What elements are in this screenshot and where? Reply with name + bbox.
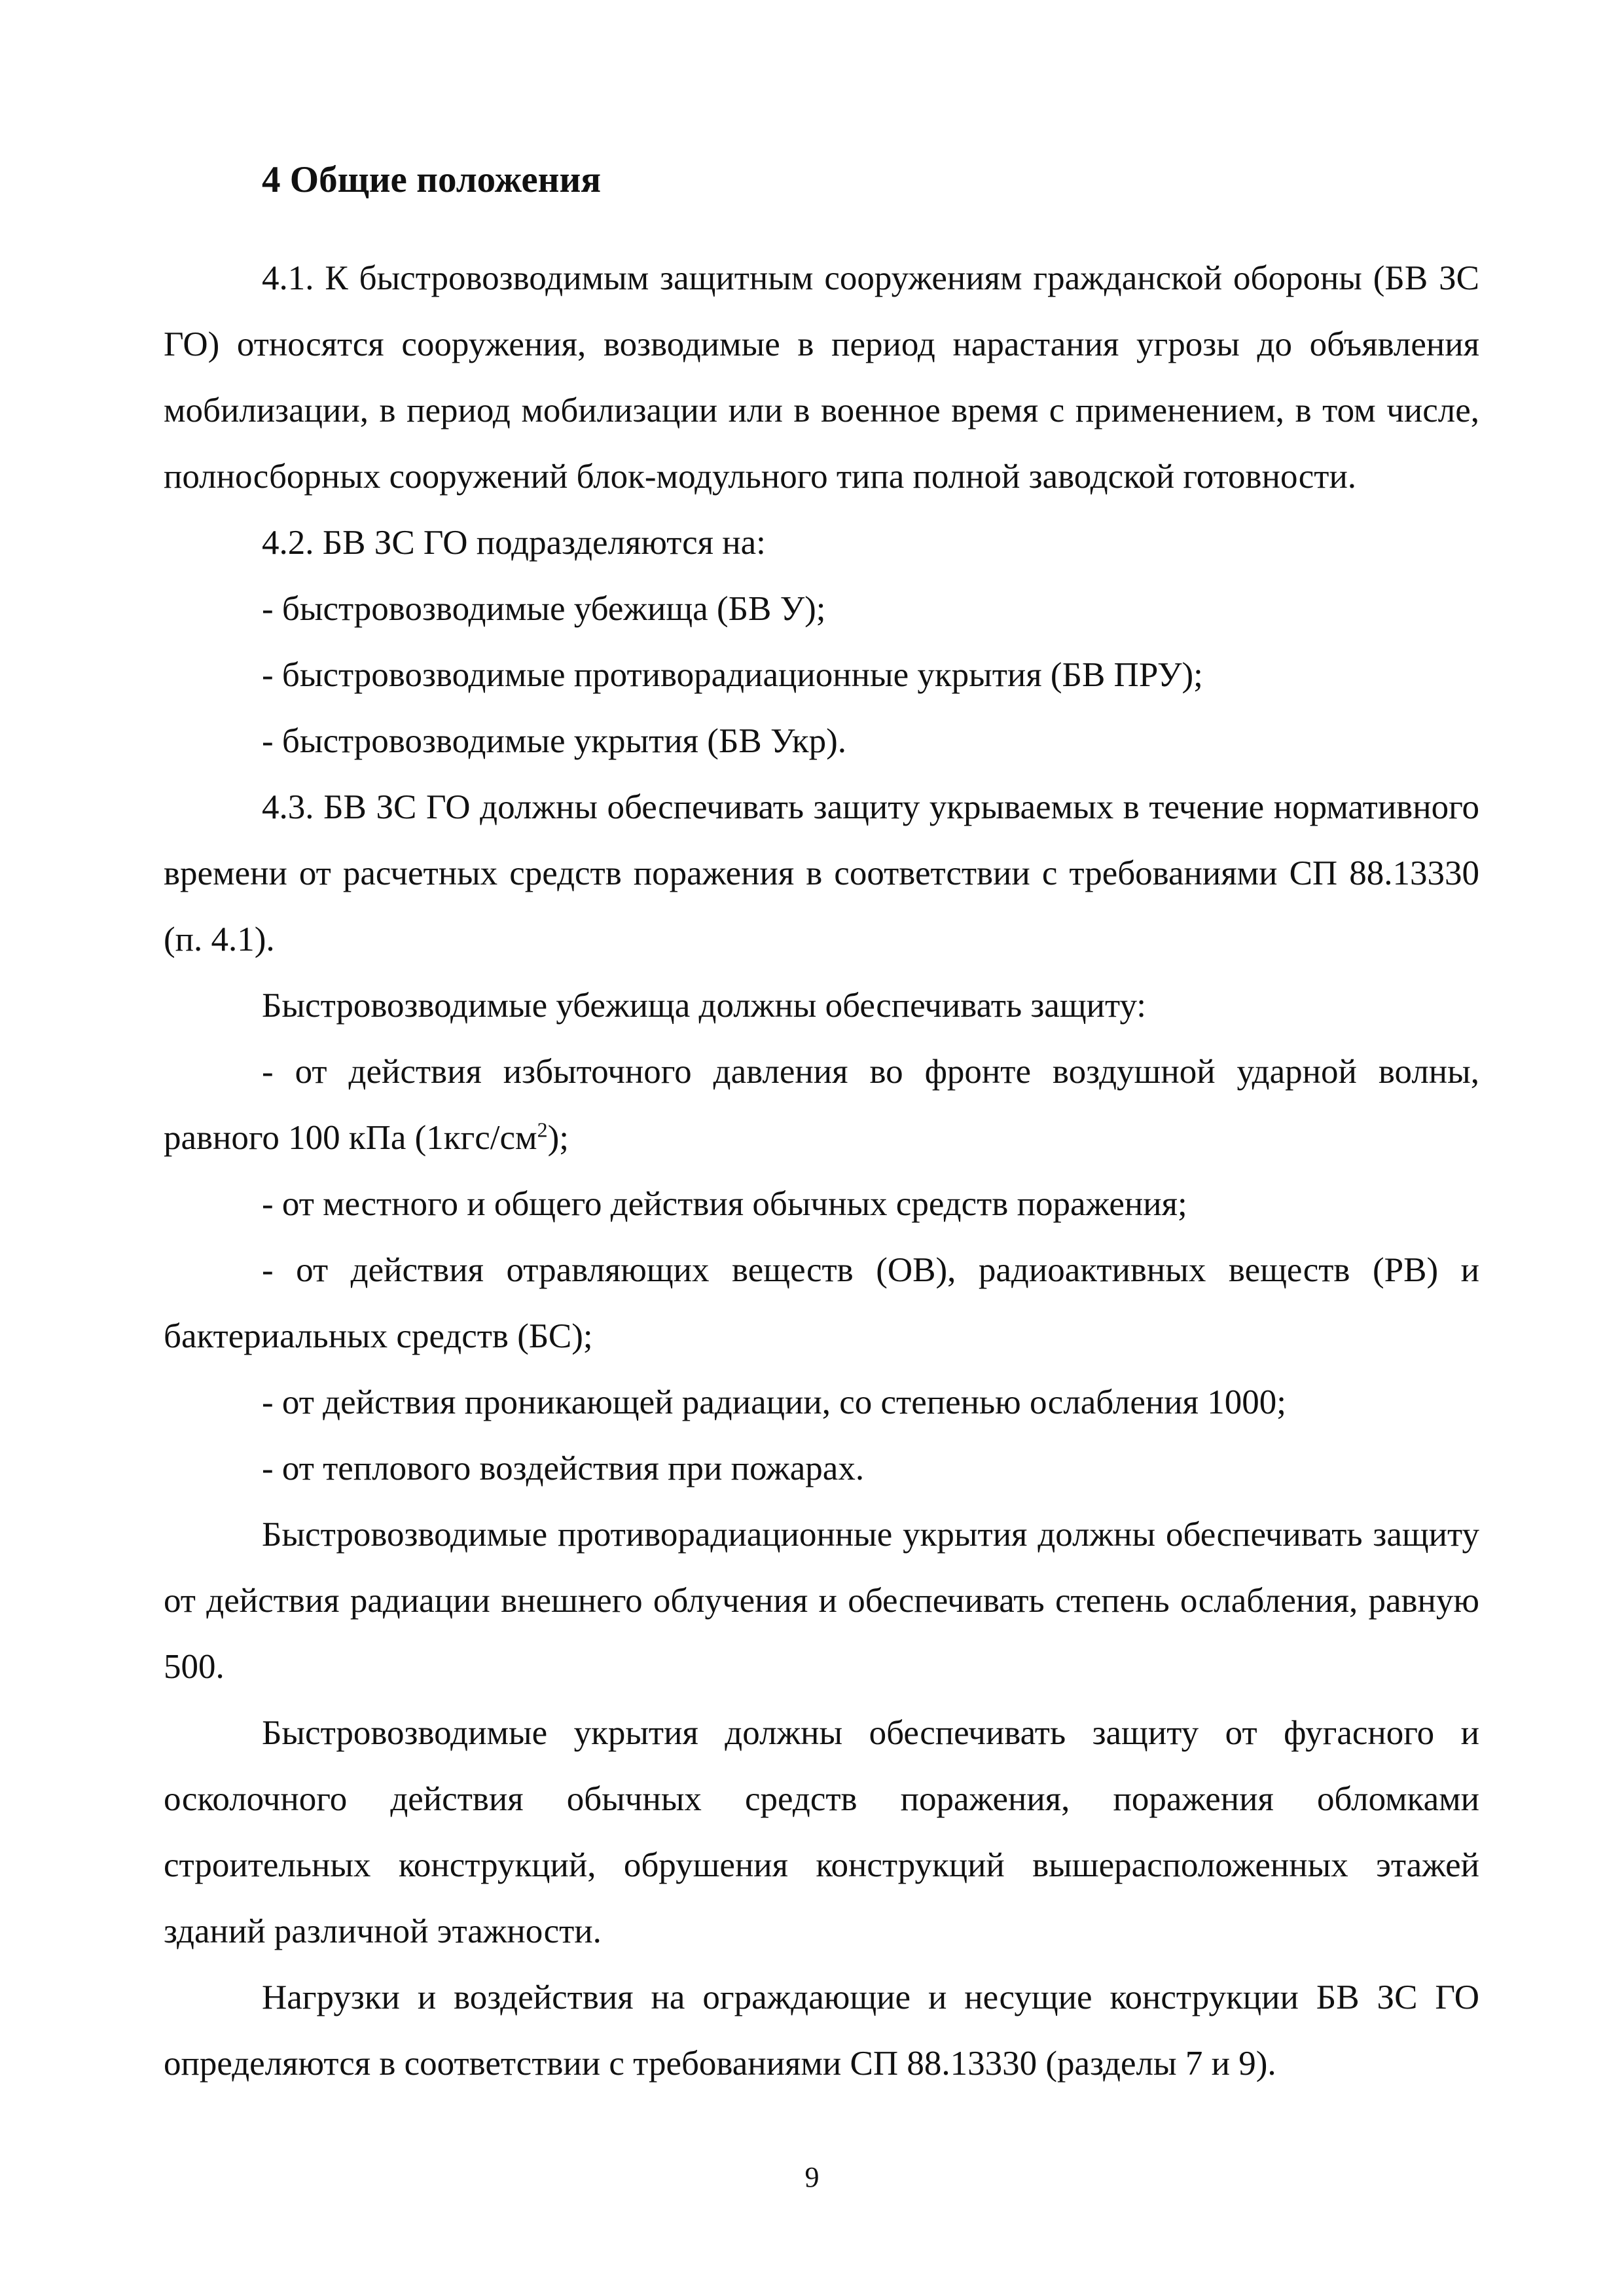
overpressure-text: - от действия избыточного давления во фронте воздушной ударной волны, равного 100 кПа (1кгс/см bbox=[164, 1053, 1479, 1157]
section-heading: 4 Общие положения bbox=[262, 159, 602, 200]
list-item-thermal: - от теплового воздействия при пожарах. bbox=[262, 1449, 865, 1487]
paragraph-shelters-intro: Быстровозводимые убежища должны обеспечивать защиту: bbox=[262, 987, 1146, 1025]
paragraph-pru: Быстровозводимые противорадиационные укрытия должны обеспечивать защиту от действия радиации внешнего облучения и обеспечивать степень ослабления, равную 500. bbox=[164, 1516, 1479, 1686]
list-item-bv-ukr: - быстровозводимые укрытия (БВ Укр). bbox=[262, 722, 847, 760]
superscript: 2 bbox=[537, 1118, 548, 1142]
paragraph-4-3: 4.3. БВ ЗС ГО должны обеспечивать защиту укрываемых в течение нормативного времени от расчетных средств поражения в соответствии с требованиями СП 88.13330 (п. 4.1). bbox=[164, 788, 1479, 958]
paragraph-ukr: Быстровозводимые укрытия должны обеспечивать защиту от фугасного и осколочного действия обычных средств поражения, поражения обломками строительных конструкций, обрушения конструкций вышерасположенных этажей зданий различной этажности. bbox=[164, 1714, 1479, 1950]
list-item-conventional: - от местного и общего действия обычных средств поражения; bbox=[262, 1185, 1187, 1223]
paragraph-4-2: 4.2. БВ ЗС ГО подразделяются на: bbox=[262, 524, 766, 562]
paragraph-4-1: 4.1. К быстровозводимым защитным сооружениям гражданской обороны (БВ ЗС ГО) относятся сооружения, возводимые в период нарастания угрозы до объявления мобилизации, в период мобилизации или в военное время с применением, в том числе, полносборных сооружений блок-модульного типа полной заводской готовности. bbox=[164, 259, 1479, 496]
document-page bbox=[164, 154, 1479, 2097]
page-number: 9 bbox=[804, 2161, 820, 2193]
list-item-bv-pru: - быстровозводимые противорадиационные укрытия (БВ ПРУ); bbox=[262, 656, 1203, 694]
paragraph-loads: Нагрузки и воздействия на ограждающие и несущие конструкции БВ ЗС ГО определяются в соответствии с требованиями СП 88.13330 (разделы 7 и 9). bbox=[164, 1978, 1479, 2083]
list-item-toxic: - от действия отравляющих веществ (ОВ), радиоактивных веществ (РВ) и бактериальных средств (БС); bbox=[164, 1251, 1479, 1355]
overpressure-end: ); bbox=[547, 1119, 569, 1157]
list-item-bv-u: - быстровозводимые убежища (БВ У); bbox=[262, 590, 826, 628]
list-item-overpressure bbox=[164, 1039, 1479, 1171]
list-item-radiation: - от действия проникающей радиации, со степенью ослабления 1000; bbox=[262, 1383, 1287, 1421]
